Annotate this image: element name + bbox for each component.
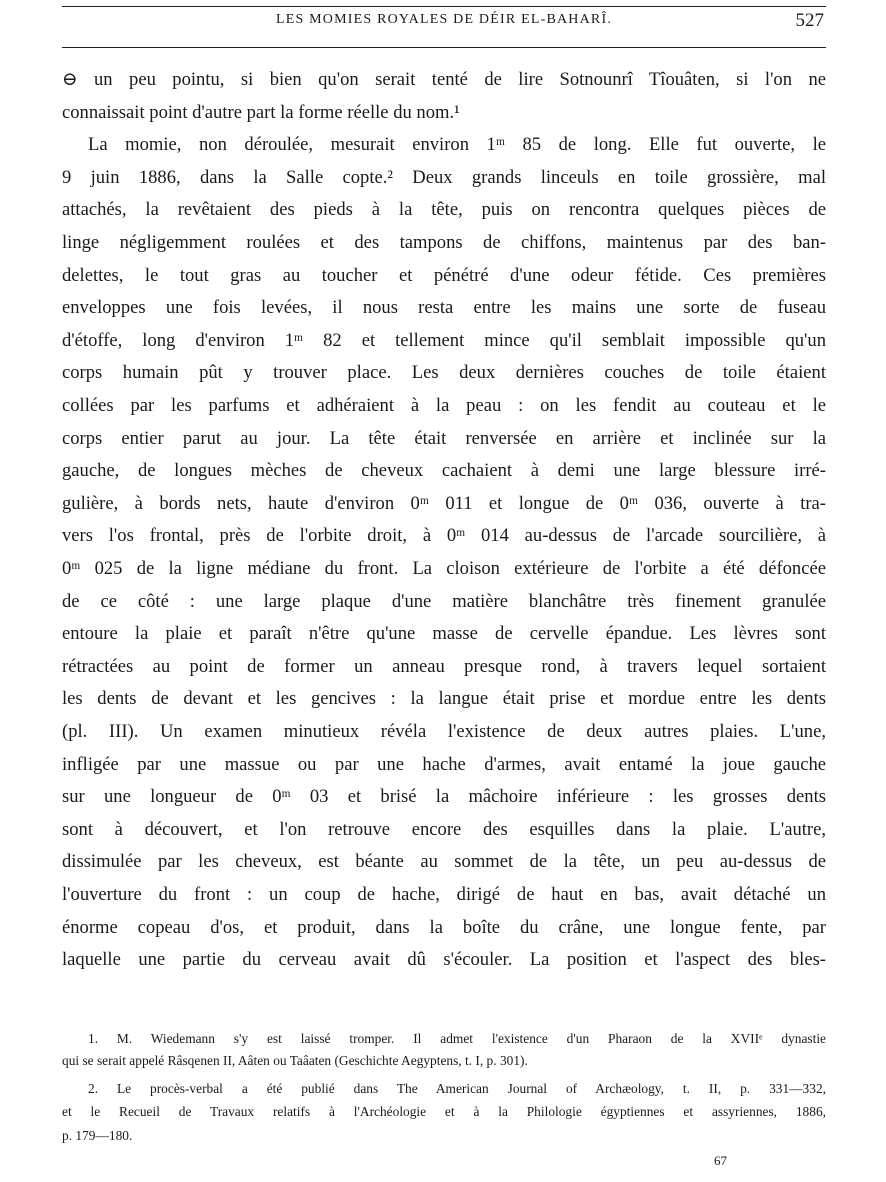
body-line: rétractées au point de former un anneau presque rond, à travers lequel sortaient: [62, 655, 826, 677]
body-line: La momie, non déroulée, mesurait environ 1ᵐ 85 de long. Elle fut ouverte, le: [88, 134, 826, 156]
body-line: connaissait point d'autre part la forme réelle du nom.¹: [62, 101, 460, 123]
body-line: gulière, à bords nets, haute d'environ 0ᵐ 011 et longue de 0ᵐ 036, ouverte à tra-: [62, 492, 826, 514]
body-line: l'ouverture du front : un coup de hache, dirigé de haut en bas, avait détaché un: [62, 884, 826, 905]
body-line: laquelle une partie du cerveau avait dû s'écouler. La position et l'aspect des bles-: [62, 949, 826, 971]
footnote-line: 1. M. Wiedemann s'y est laissé tromper. Il admet l'existence d'un Pharaon de la XVIIᵉ dynastie: [88, 1031, 826, 1046]
page-number: 527: [795, 10, 824, 31]
body-line: 9 juin 1886, dans la Salle copte.² Deux grands linceuls en toile grossière, mal: [62, 166, 826, 188]
body-line: (pl. III). Un examen minutieux révéla l'existence de deux autres plaies. L'une,: [62, 721, 826, 742]
body-line: linge négligemment roulées et des tampons de chiffons, maintenus par des ban-: [62, 232, 826, 253]
footnote-line: qui se serait appelé Râsqenen II, Aâten ou Taâaten (Geschichte Aegyptens, t. I, p. 301).: [62, 1053, 528, 1068]
body-line: infligée par une massue ou par une hache d'armes, avait entamé la joue gauche: [62, 753, 826, 775]
body-line: sur une longueur de 0ᵐ 03 et brisé la mâchoire inférieure : les grosses dents: [62, 786, 826, 808]
footnote-line: 2. Le procès-verbal a été publié dans The American Journal of Archæology, t. II, p. 331—332,: [88, 1081, 826, 1096]
body-line: enveloppes une fois levées, il nous resta entre les mains une sorte de fuseau: [62, 297, 826, 319]
body-line: les dents de devant et les gencives : la langue était prise et mordue entre les dents: [62, 688, 826, 710]
body-line: ⊖ un peu pointu, si bien qu'on serait tenté de lire Sotnounrî Tîouâten, si l'on ne: [62, 69, 826, 90]
body-line: corps entier parut au jour. La tête était renversée en arrière et inclinée sur la: [62, 427, 826, 449]
body-line: gauche, de longues mèches de cheveux cachaient à demi une large blessure irré-: [62, 460, 826, 482]
body-line: entoure la plaie et paraît n'être qu'une masse de cervelle épandue. Les lèvres sont: [62, 623, 826, 645]
body-line: collées par les parfums et adhéraient à la peau : on les fendit au couteau et le: [62, 395, 826, 416]
body-line: attachés, la revêtaient des pieds à la tête, puis on rencontra quelques pièces de: [62, 199, 826, 221]
body-line: vers l'os frontal, près de l'orbite droit, à 0ᵐ 014 au-dessus de l'arcade sourcilière, à: [62, 525, 826, 547]
body-line: corps humain pût y trouver place. Les deux dernières couches de toile étaient: [62, 362, 826, 384]
footnote-line: p. 179—180.: [62, 1128, 133, 1143]
body-line: 0ᵐ 025 de la ligne médiane du front. La cloison extérieure de l'orbite a été défoncée: [62, 558, 826, 579]
body-line: dissimulée par les cheveux, est béante au sommet de la tête, un peu au-dessus de: [62, 851, 826, 873]
footnote-line: et le Recueil de Travaux relatifs à l'Archéologie et à la Philologie égyptiennes et assyriennes, 1886,: [62, 1104, 826, 1119]
header-rule: [62, 47, 826, 48]
body-line: de ce côté : une large plaque d'une matière blanchâtre très finement granulée: [62, 590, 826, 612]
body-line: sont à découvert, et l'on retrouve encore des esquilles dans la plaie. L'autre,: [62, 818, 826, 840]
running-header-title: LES MOMIES ROYALES DE DÉIR EL-BAHARÎ.: [275, 12, 613, 27]
body-line: d'étoffe, long d'environ 1ᵐ 82 et tellement mince qu'il semblait impossible qu'un: [62, 329, 826, 351]
signature-mark: 67: [714, 1153, 727, 1168]
top-rule: [62, 6, 826, 7]
body-line: delettes, le tout gras au toucher et pénétré d'une odeur fétide. Ces premières: [62, 264, 826, 286]
body-line: énorme copeau d'os, et produit, dans la boîte du crâne, une longue fente, par: [62, 916, 826, 938]
